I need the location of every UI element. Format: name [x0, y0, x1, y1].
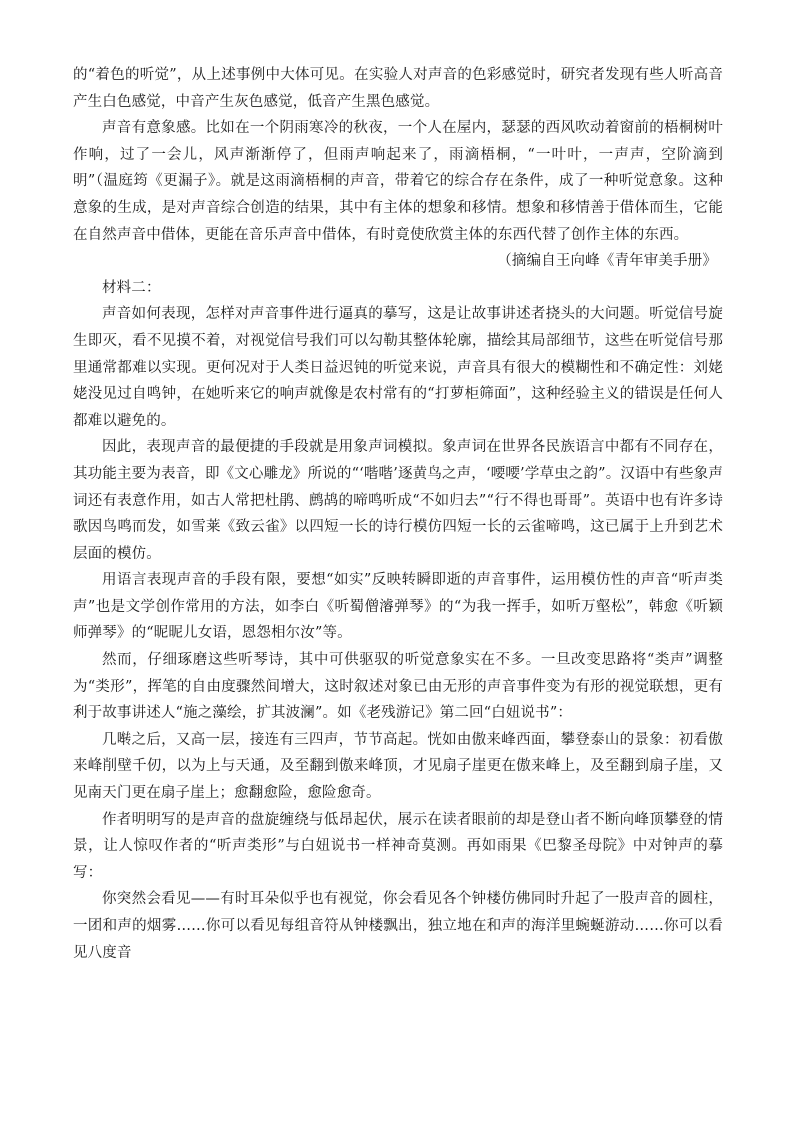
paragraph-5: 用语言表现声音的手段有限，要想“如实”反映转瞬即逝的声音事件，运用模仿性的声音“听声类声”也是文学创作常用的方法，如李白《听蜀僧濬弹琴》的“为我一挥手，如听万壑松”，韩愈《听颖师弹琴》的“昵昵儿女语，恩怨相尔汝”等。 — [73, 572, 723, 642]
paragraph-2: 声音有意象感。比如在一个阴雨寒冷的秋夜，一个人在屋内，瑟瑟的西风吹动着窗前的梧桐树叶作响，过了一会儿，风声渐渐停了，但雨声响起来了，雨滴梧桐，“一叶叶，一声声，空阶滴到明”（温庭筠《更漏子》。就是这雨滴梧桐的声音，带着它的综合存在条件，成了一种听觉意象。这种意象的生成，是对声音综合创造的结果，其中有主体的想象和移情。想象和移情善于借体而生，它能在自然声音中借体，更能在音乐声音中借体，有时竟使欣赏主体的东西代替了创作主体的东西。 — [73, 120, 723, 243]
paragraph-3: 声音如何表现，怎样对声音事件进行逼真的摹写，这是让故事讲述者挠头的大问题。听觉信号旋生即灭，看不见摸不着，对视觉信号我们可以勾勒其整体轮廓，描绘其局部细节，这些在听觉信号那里通常都难以实现。更何况对于人类日益迟钝的听觉来说，声音具有很大的模糊性和不确定性：刘姥姥没见过自鸣钟，在她听来它的响声就像是农村常有的“打萝柜筛面”，这种经验主义的错误是任何人都难以避免的。 — [73, 306, 723, 429]
paragraph-1: 的“着色的听觉”，从上述事例中大体可见。在实验人对声音的色彩感觉时，研究者发现有些人听高音产生白色感觉，中音产生灰色感觉，低音产生黑色感觉。 — [73, 67, 723, 110]
quote-laocan-youji: 几啭之后，又高一层，接连有三四声，节节高起。恍如由傲来峰西面，攀登泰山的景象：初看傲来峰削壁千仞，以为上与天通，及至翻到傲来峰顶，才见扇子崖更在傲来峰上，及至翻到扇子崖，又见南天门更在扇子崖上；愈翻愈险，愈险愈奇。 — [73, 731, 723, 802]
paragraph-4: 因此，表现声音的最便捷的手段就是用象声词模拟。象声词在世界各民族语言中都有不同存在，其功能主要为表音，即《文心雕龙》所说的“‘喈喈’逐黄鸟之声，‘喓喓’学草虫之韵”。汉语中有些象声词还有表意作用，如古人常把杜鹃、鹧鸪的啼鸣听成“不如归去”“行不得也哥哥”。英语中也有许多诗歌因鸟鸣而发，如雪莱《致云雀》以四短一长的诗行模仿四短一长的云雀啼鸣，这已属于上升到艺术层面的模仿。 — [73, 439, 723, 562]
paragraph-7: 作者明明写的是声音的盘旋缠绕与低昂起伏，展示在读者眼前的却是登山者不断向峰顶攀登的情景，让人惊叹作者的“听声类形”与白妞说书一样神奇莫测。再如雨果《巴黎圣母院》中对钟声的摹写： — [73, 811, 723, 881]
quote-notre-dame: 你突然会看见——有时耳朵似乎也有视觉，你会看见各个钟楼仿佛同时升起了一股声音的圆柱，一团和声的烟雾……你可以看见每组音符从钟楼飘出，独立地在和声的海洋里蜿蜒游动……你可以看见八度音 — [73, 891, 723, 961]
source-citation: （摘编自王向峰《青年审美手册》 — [497, 253, 717, 270]
section-heading-material-two: 材料二： — [102, 279, 161, 296]
paragraph-6: 然而，仔细琢磨这些听琴诗，其中可供驱驭的听觉意象实在不多。一旦改变思路将“类声”调整为“类形”，挥笔的自由度骤然间增大，这时叙述对象已由无形的声音事件变为有形的视觉联想，更有利于故事讲述人“施之藻绘，扩其波澜”。如《老残游记》第二回“白妞说书”： — [73, 652, 723, 722]
document-body — [73, 62, 723, 966]
